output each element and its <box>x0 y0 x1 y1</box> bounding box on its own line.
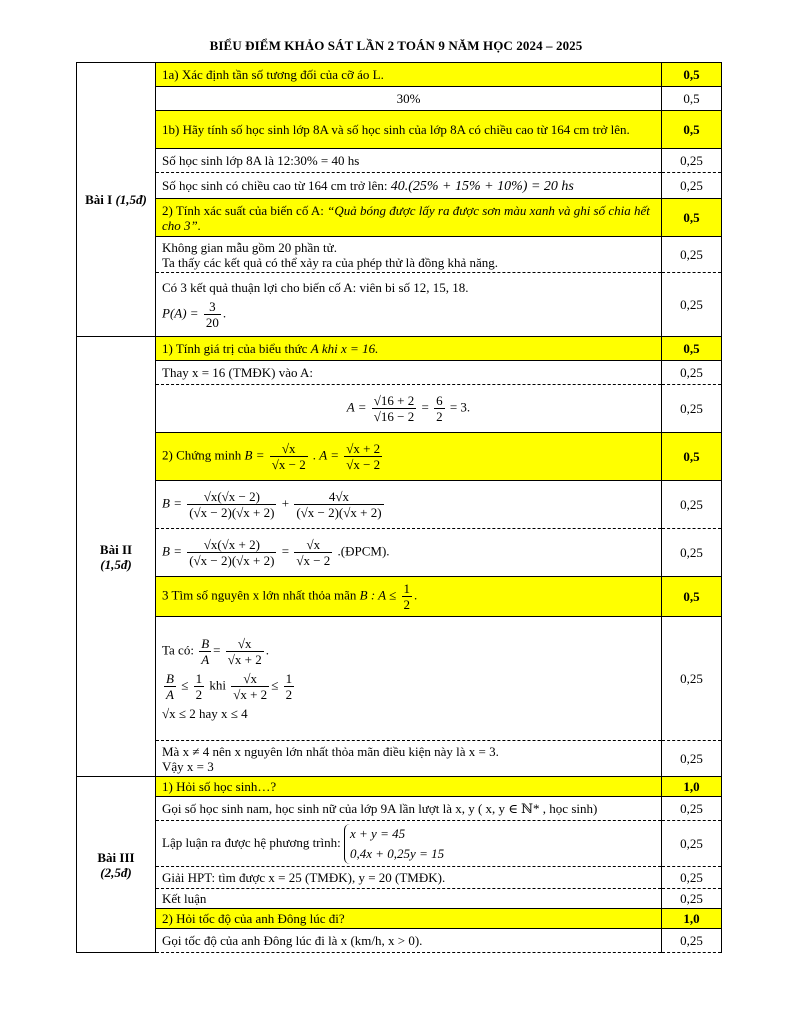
section-label-bai3: Bài III (2,5đ) <box>77 777 156 953</box>
criteria-text: Giải HPT: tìm được x = 25 (TMĐK), y = 20 (TMĐK). <box>156 867 662 889</box>
criteria-text: 1a) Xác định tần số tương đối của cỡ áo L. <box>156 63 662 87</box>
section-label-bai2: Bài II (1,5đ) <box>77 337 156 777</box>
criteria-math: B = $\frac{√x(√x + 2)}{(√x - 2)(√x + 2)}$ = $\frac{√x}{√x - 2}$ .(ĐPCM). <box>156 529 662 577</box>
score: 0,25 <box>662 741 722 777</box>
table-row <box>77 929 722 953</box>
criteria-text: Có 3 kết quả thuận lợi cho biến cố A: viên bi số 12, 15, 18. P(A) = $\frac{3}{20}$ . <box>156 273 662 337</box>
table-row <box>77 173 722 199</box>
table-row <box>77 149 722 173</box>
score: 0,25 <box>662 529 722 577</box>
score: 0,5 <box>662 63 722 87</box>
table-row <box>77 63 722 87</box>
criteria-text: 30% <box>156 87 662 111</box>
page-title: BIỂU ĐIỂM KHẢO SÁT LẦN 2 TOÁN 9 NĂM HỌC 2024 – 2025 <box>209 38 583 53</box>
score: 0,25 <box>662 273 722 337</box>
table-row <box>77 529 722 577</box>
score: 0,25 <box>662 149 722 173</box>
criteria-text: Lập luận ra được hệ phương trình: x + y = 45 0,4x + 0,25y = 15 <box>156 821 662 867</box>
table-row <box>77 741 722 777</box>
score: 0,25 <box>662 797 722 821</box>
table-row <box>77 273 722 337</box>
criteria-text: 2) Chứng minh B = $\frac{√x}{√x - 2}$ . A = $\frac{√x + 2}{√x - 2}$ <box>156 433 662 481</box>
score: 0,5 <box>662 87 722 111</box>
table-row <box>77 237 722 273</box>
criteria-text: 1) Tính giá trị của biểu thức A khi x = 16. <box>156 337 662 361</box>
table-row <box>77 617 722 741</box>
table-row <box>77 797 722 821</box>
score: 0,25 <box>662 929 722 953</box>
table-row <box>77 889 722 909</box>
table-row <box>77 337 722 361</box>
score: 1,0 <box>662 909 722 929</box>
criteria-math: B = $\frac{√x(√x - 2)}{(√x - 2)(√x + 2)}$ + $\frac{4√x}{(√x - 2)(√x + 2)}$ <box>156 481 662 529</box>
score: 0,5 <box>662 111 722 149</box>
table-row <box>77 777 722 797</box>
score: 1,0 <box>662 777 722 797</box>
table-row <box>77 909 722 929</box>
score: 0,5 <box>662 433 722 481</box>
score: 0,25 <box>662 385 722 433</box>
criteria-text: Không gian mẫu gồm 20 phần tử. Ta thấy các kết quả có thể xảy ra của phép thử là đồng khả năng. <box>156 237 662 273</box>
table-row <box>77 481 722 529</box>
criteria-text: 1b) Hãy tính số học sinh lớp 8A và số học sinh của lớp 8A có chiều cao từ 164 cm trở lên. <box>156 111 662 149</box>
table-row <box>77 433 722 481</box>
equation-system: x + y = 45 0,4x + 0,25y = 15 <box>344 824 444 864</box>
table-row <box>77 867 722 889</box>
score: 0,25 <box>662 361 722 385</box>
score: 0,25 <box>662 173 722 199</box>
table-row <box>77 577 722 617</box>
score: 0,5 <box>662 199 722 237</box>
section-label-bai1: Bài I (1,5đ) <box>77 63 156 337</box>
criteria-text: Thay x = 16 (TMĐK) vào A: <box>156 361 662 385</box>
criteria-text: 2) Hỏi tốc độ của anh Đông lúc đi? <box>156 909 662 929</box>
score: 0,25 <box>662 617 722 741</box>
criteria-text: 1) Hỏi số học sinh…? <box>156 777 662 797</box>
table-row <box>77 361 722 385</box>
table-row <box>77 199 722 237</box>
criteria-math: Ta có: $\frac{B}{A}$ = $\frac{√x}{√x + 2}$ . $\frac{B}{A}$ ≤ $\frac{1}{2}$ khi $\frac{√x}{√x + 2}$ ≤ $\frac{1}{2}$ √x ≤ 2 hay x ≤ 4 <box>156 617 662 741</box>
criteria-text: 3 Tìm số nguyên x lớn nhất thỏa mãn B : A ≤ $\frac{1}{2}$ . <box>156 577 662 617</box>
table-row <box>77 385 722 433</box>
grading-table <box>76 62 722 953</box>
table-row <box>77 821 722 867</box>
score: 0,25 <box>662 889 722 909</box>
criteria-text: Gọi tốc độ của anh Đông lúc đi là x (km/h, x > 0). <box>156 929 662 953</box>
criteria-text: Số học sinh có chiều cao từ 164 cm trở lên: 40.(25% + 15% + 10%) = 20 hs <box>156 173 662 199</box>
table-row <box>77 87 722 111</box>
criteria-text: Kết luận <box>156 889 662 909</box>
score: 0,25 <box>662 867 722 889</box>
score: 0,25 <box>662 821 722 867</box>
criteria-text: Mà x ≠ 4 nên x nguyên lớn nhất thỏa mãn điều kiện này là x = 3. Vậy x = 3 <box>156 741 662 777</box>
score: 0,5 <box>662 577 722 617</box>
criteria-text: Số học sinh lớp 8A là 12:30% = 40 hs <box>156 149 662 173</box>
table-row <box>77 111 722 149</box>
score: 0,25 <box>662 481 722 529</box>
score: 0,25 <box>662 237 722 273</box>
criteria-math: A = $\frac{√16 + 2}{√16 - 2}$ = $\frac{6}{2}$ = 3. <box>156 385 662 433</box>
score: 0,5 <box>662 337 722 361</box>
criteria-text: 2) Tính xác suất của biến cố A: “Quả bóng được lấy ra được sơn màu xanh và ghi số chia hết cho 3”. <box>156 199 662 237</box>
criteria-text: Gọi số học sinh nam, học sinh nữ của lớp 9A lần lượt là x, y ( x, y ∈ ℕ* , học sinh) <box>156 797 662 821</box>
